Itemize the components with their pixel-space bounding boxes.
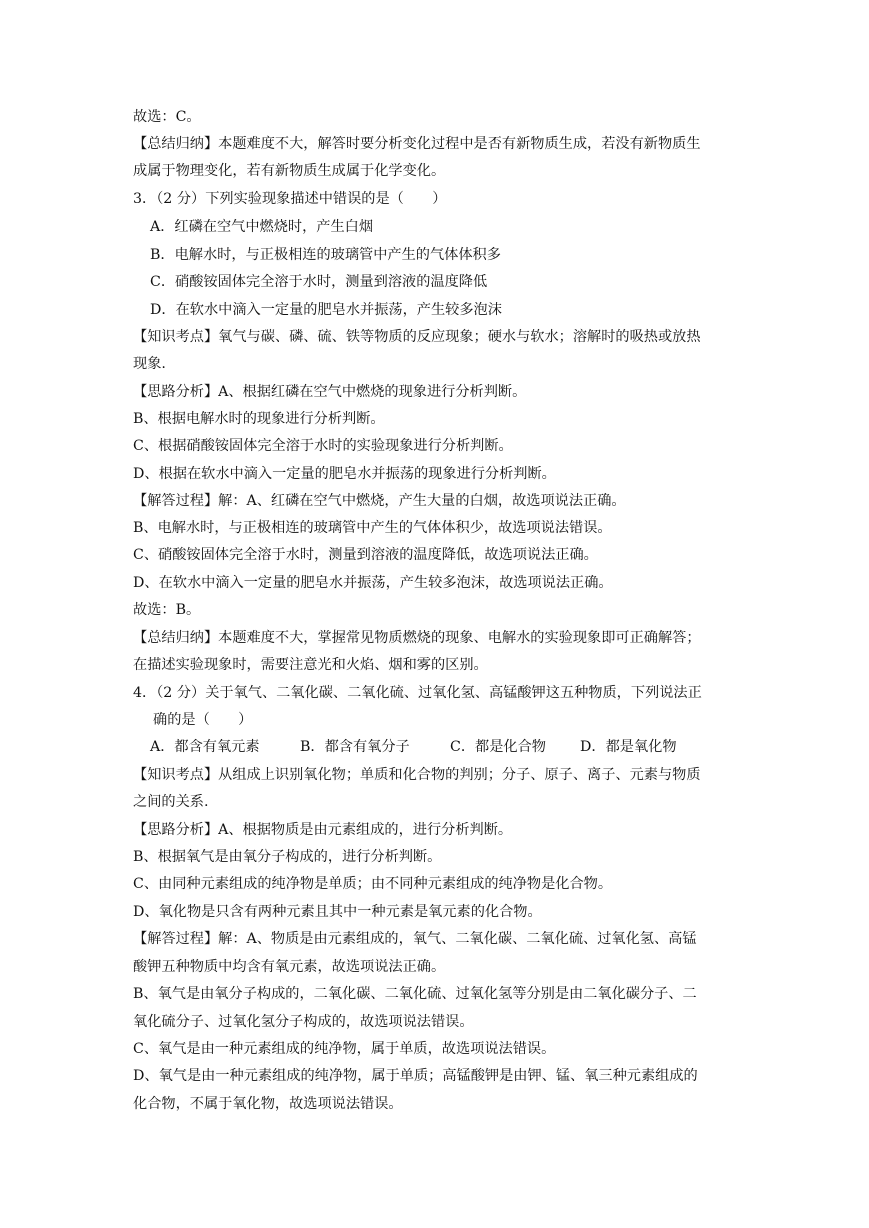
analysis-line: D、氧化物是只含有两种元素且其中一种元素是氧元素的化合物。 bbox=[133, 904, 542, 920]
analysis-line: B、根据电解水时的现象进行分析判断。 bbox=[133, 411, 385, 427]
solution-line: 酸钾五种物质中均含有氧元素，故选项说法正确。 bbox=[133, 959, 446, 975]
question-3-option-d: D．在软水中滴入一定量的肥皂水并振荡，产生较多泡沫 bbox=[150, 302, 502, 318]
summary-paragraph: 【总结归纳】本题难度不大，掌握常见物质燃烧的现象、电解水的实验现象即可正确解答； bbox=[133, 630, 701, 646]
analysis-line: C、根据硝酸铵固体完全溶于水时的实验现象进行分析判断。 bbox=[133, 438, 513, 454]
solution-heading: 【解答过程】解：A、物质是由元素组成的，氧气、二氧化碳、二氧化硫、过氧化氢、高锰 bbox=[133, 931, 697, 947]
analysis-line: B、根据氧气是由氧分子构成的，进行分析判断。 bbox=[133, 849, 442, 865]
question-4-stem-cont: 确的是（ ） bbox=[153, 712, 253, 728]
answer-line: 故选：C。 bbox=[133, 109, 201, 125]
solution-line: 氧化硫分子、过氧化氢分子构成的，故选项说法错误。 bbox=[133, 1014, 474, 1030]
question-3-option-a: A．红磷在空气中燃烧时，产生白烟 bbox=[150, 219, 374, 235]
summary-paragraph-cont: 成属于物理变化，若有新物质生成属于化学变化。 bbox=[133, 163, 446, 179]
solution-line: D、在软水中滴入一定量的肥皂水并振荡，产生较多泡沫，故选项说法正确。 bbox=[133, 575, 613, 591]
solution-line: C、硝酸铵固体完全溶于水时，测量到溶液的温度降低，故选项说法正确。 bbox=[133, 547, 598, 563]
question-4-option-b: B．都含有氧分子 bbox=[300, 739, 410, 755]
question-4-stem: 4．（2 分）关于氧气、二氧化碳、二氧化硫、过氧化氢、高锰酸钾这五种物质，下列说法正 bbox=[133, 685, 702, 701]
question-3-option-b: B．电解水时，与正极相连的玻璃管中产生的气体体积多 bbox=[150, 247, 501, 263]
question-4-option-d: D．都是氧化物 bbox=[580, 739, 677, 755]
knowledge-points: 【知识考点】从组成上识别氧化物；单质和化合物的判别；分子、原子、离子、元素与物质 bbox=[133, 767, 701, 783]
summary-paragraph-cont: 在描述实验现象时，需要注意光和火焰、烟和雾的区别。 bbox=[133, 657, 488, 673]
analysis-line: D、根据在软水中滴入一定量的肥皂水并振荡的现象进行分析判断。 bbox=[133, 466, 556, 482]
question-3-stem: 3．（2 分）下列实验现象描述中错误的是（ ） bbox=[133, 191, 447, 207]
solution-line: C、氧气是由一种元素组成的纯净物，属于单质，故选项说法错误。 bbox=[133, 1041, 556, 1057]
question-4-option-a: A．都含有氧元素 bbox=[150, 739, 260, 755]
summary-paragraph: 【总结归纳】本题难度不大，解答时要分析变化过程中是否有新物质生成，若没有新物质生 bbox=[133, 136, 701, 152]
question-4-option-c: C．都是化合物 bbox=[450, 739, 546, 755]
question-3-option-c: C．硝酸铵固体完全溶于水时，测量到溶液的温度降低 bbox=[150, 274, 488, 290]
knowledge-points: 【知识考点】氧气与碳、磷、硫、铁等物质的反应现象；硬水与软水；溶解时的吸热或放热 bbox=[133, 329, 701, 345]
question-4-options bbox=[150, 737, 730, 757]
solution-line: D、氧气是由一种元素组成的纯净物，属于单质；高锰酸钾是由钾、锰、氧三种元素组成的 bbox=[133, 1068, 698, 1084]
analysis-line: C、由同种元素组成的纯净物是单质；由不同种元素组成的纯净物是化合物。 bbox=[133, 876, 613, 892]
analysis-heading: 【思路分析】A、根据红磷在空气中燃烧的现象进行分析判断。 bbox=[133, 384, 527, 400]
solution-line: B、电解水时，与正极相连的玻璃管中产生的气体体积少，故选项说法错误。 bbox=[133, 520, 612, 536]
solution-heading: 【解答过程】解：A、红磷在空气中燃烧，产生大量的白烟，故选项说法正确。 bbox=[133, 493, 626, 509]
analysis-heading: 【思路分析】A、根据物质是由元素组成的，进行分析判断。 bbox=[133, 822, 513, 838]
solution-line: B、氧气是由氧分子构成的，二氧化碳、二氧化硫、过氧化氢等分别是由二氧化碳分子、二 bbox=[133, 986, 697, 1002]
knowledge-points-cont: 之间的关系. bbox=[133, 794, 209, 810]
knowledge-points-cont: 现象. bbox=[133, 356, 166, 372]
answer-line: 故选：B。 bbox=[133, 602, 201, 618]
solution-line: 化合物，不属于氧化物，故选项说法错误。 bbox=[133, 1096, 403, 1112]
